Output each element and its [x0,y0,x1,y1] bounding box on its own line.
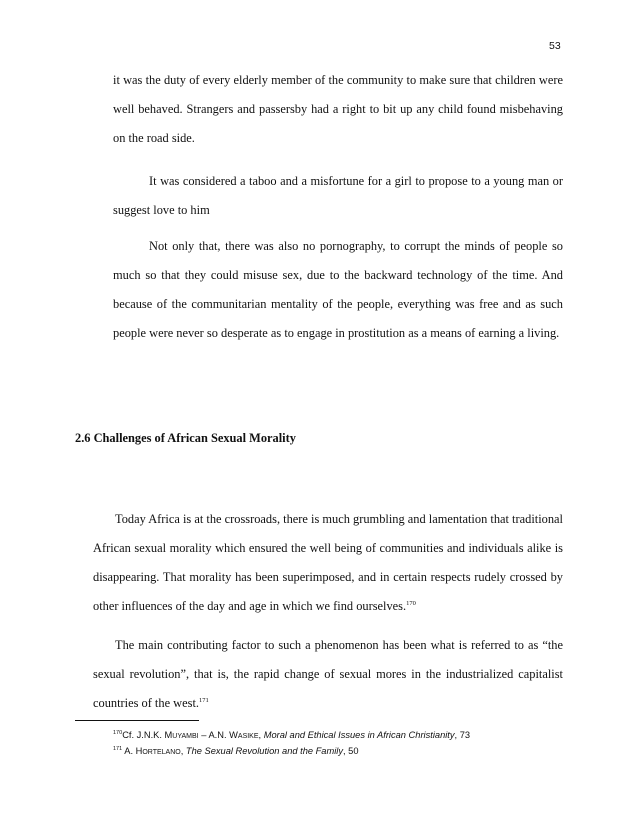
paragraph-taboo: It was considered a taboo and a misfortune for a girl to propose to a young man or suggest love to him [113,174,563,217]
footnote-author: Hortelano [135,746,181,756]
paragraph-text: The main contributing factor to such a phenomenon has been what is referred to as “the sexual revolution”, that is, the rapid change of sexual mores in the industrialized capitalist countries of the west. [93,638,563,710]
footnote-title: Moral and Ethical Issues in African Christianity [263,730,455,740]
footnote-prefix: A. [122,746,136,756]
footnote-170 [113,727,470,743]
footnote-page: , 50 [343,746,359,756]
footnote-author: Wasike [229,730,259,740]
paragraph-text: Today Africa is at the crossroads, there is much grumbling and lamentation that traditional African sexual morality which ensured the well being of communities and individuals alike is disappearing. That morality has been superimposed, and in certain respects rudely crossed by other influences of the day and age in which we find ourselves. [93,512,563,613]
footnote-171 [113,743,470,759]
paragraph-sexual-revolution [93,631,563,718]
footnote-author: Muyambi [164,730,199,740]
footnote-comma: , [258,730,264,740]
paragraph-community-duty: it was the duty of every elderly member of the community to make sure that children were well behaved. Strangers and passersby had a right to bit up any child found misbehaving on the road side. [113,73,563,145]
section-heading: 2.6 Challenges of African Sexual Morality [75,431,296,445]
footnote-comma: , [180,746,186,756]
footnote-prefix: Cf. J.N.K. [122,730,165,740]
footnotes [113,727,470,759]
footnote-number: 170 [113,730,123,736]
footnote-title: The Sexual Revolution and the Family [185,746,344,756]
footnote-separator [75,720,199,721]
footnote-separator-text: – A.N. [198,730,230,740]
footnote-ref-171: 171 [198,697,209,704]
page-number: 53 [549,40,561,52]
footnote-ref-170: 170 [406,600,416,607]
paragraph-crossroads [93,505,563,621]
footnote-page: , 73 [454,730,471,740]
footnote-number: 171 [113,746,123,752]
paragraph-no-pornography: Not only that, there was also no pornography, to corrupt the minds of people so much so that they could misuse sex, due to the backward technology of the time. And because of the communitarian mentality of the people, everything was free and as such people were never so desperate as to engage in prostitution as a means of earning a living. [113,239,563,340]
